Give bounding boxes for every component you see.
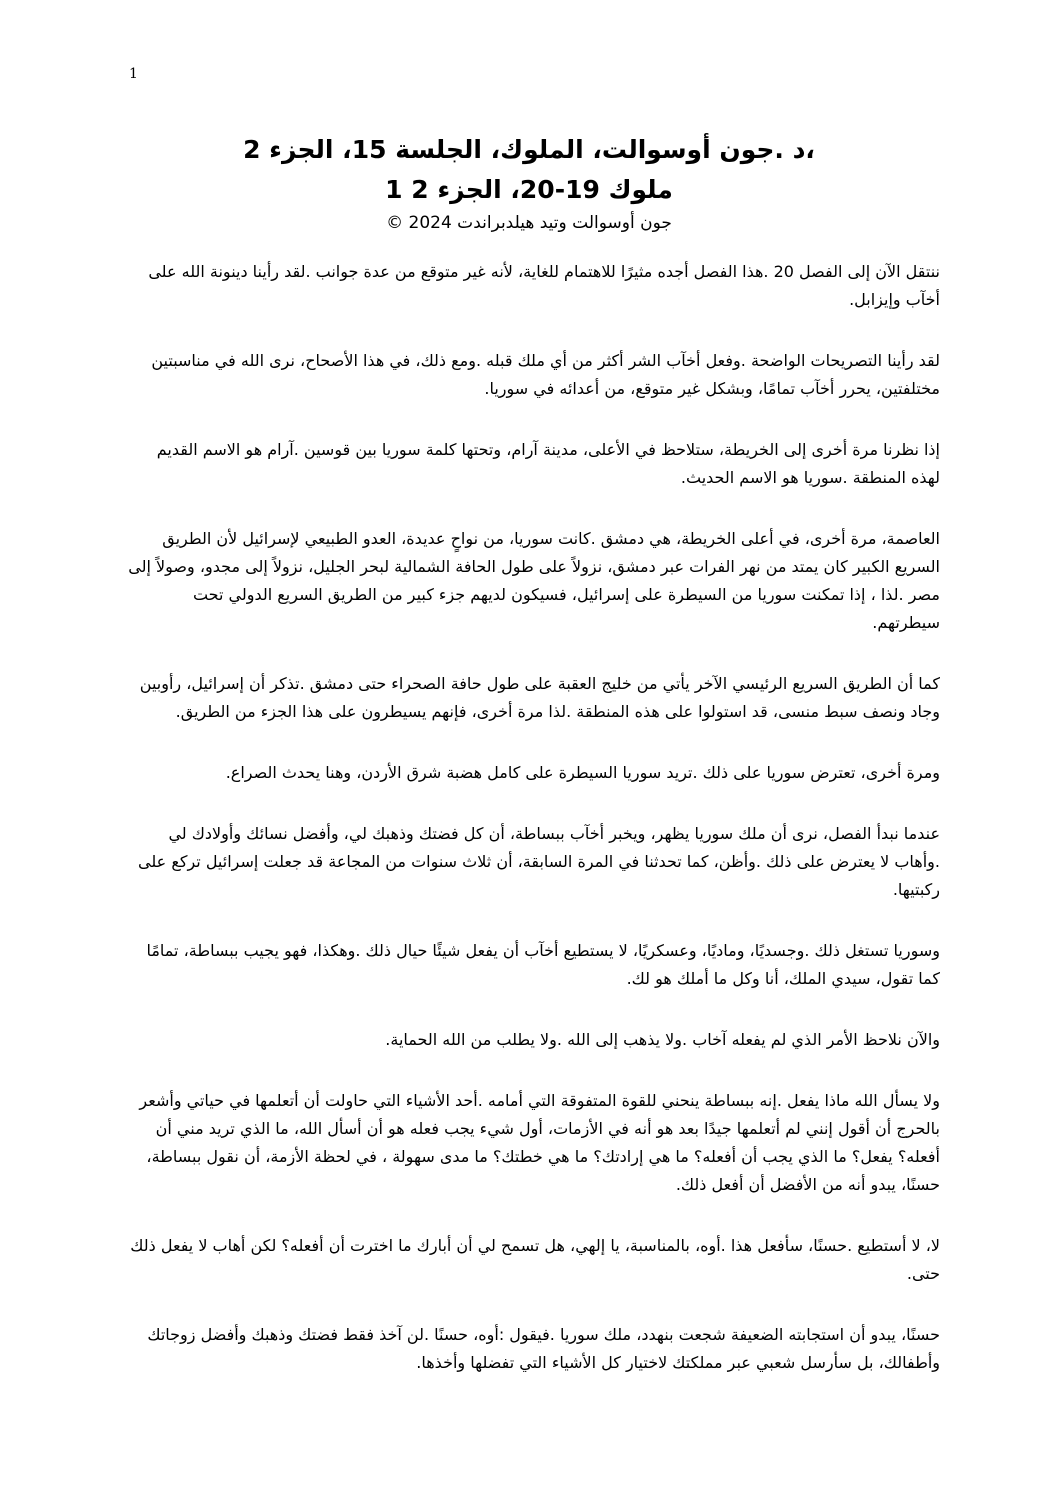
paragraph: حسنًا، يبدو أن استجابته الضعيفة شجعت بنهدد، ملك سوريا .فيقول :أوه، حسنًا .لن آخذ فقط فضتك وذهبك وأفضل زوجاتك وأطفالك، بل سأرسل شعبي عبر مملكتك لاختيار كل الأشياء التي تفضلها وأخذها. (147, 1325, 940, 1372)
paragraph: ننتقل الآن إلى الفصل 20 .هذا الفصل أجده مثيرًا للاهتمام للغاية، لأنه غير متوقع من عدة جوانب .لقد رأينا دينونة الله على أخآب وإيزابل. (148, 262, 940, 309)
paragraph: وسوريا تستغل ذلك .وجسديًا، وماديًا، وعسكريًا، لا يستطيع أخآب أن يفعل شيئًا حيال ذلك .وهكذا، فهو يجيب ببساطة، تمامًا كما تقول، سيدي الملك، أنا وكل ما أملك هو لك. (146, 941, 940, 988)
page-number: 1 (129, 66, 138, 82)
paragraph: لقد رأينا التصريحات الواضحة .وفعل أخآب الشر أكثر من أي ملك قبله .ومع ذلك، في هذا الأصحاح، نرى الله في مناسبتين مختلفتين، يحرر أخآب تمامًا، وبشكل غير متوقع، من أعدائه في سوريا. (151, 351, 940, 398)
document-title-line2: ملوك 19-20، الجزء 2 1 (385, 175, 673, 204)
paragraph: العاصمة، مرة أخرى، في أعلى الخريطة، هي دمشق .كانت سوريا، من نواحٍ عديدة، العدو الطبيعي لإسرائيل لأن الطريق السريع الكبير كان يمتد من نهر الفرات عبر دمشق، نزولاً على طول الحافة الشمالية لبحر الجليل، نزولاً إلى مجدو، وصولاً إلى مصر .لذا ، إذا تمكنت سوريا من السيطرة على إسرائيل، فسيكون لديهم جزء كبير من الطريق السريع الدولي تحت سيطرتهم. (128, 529, 940, 632)
paragraph: لا، لا أستطيع .حسنًا، سأفعل هذا .أوه، بالمناسبة، يا إلهي، هل تسمح لي أن أبارك ما اخترت أن أفعله؟ لكن أهاب لا يفعل ذلك حتى. (130, 1236, 940, 1283)
copyright-line: جون أوسوالت وتيد هيلدبراندت 2024 © (386, 213, 672, 233)
document-title-line1: ،د .جون أوسوالت، الملوك، الجلسة 15، الجزء 2 (243, 135, 815, 164)
paragraph: ولا يسأل الله ماذا يفعل .إنه ببساطة ينحني للقوة المتفوقة التي أمامه .أحد الأشياء التي حاولت أن أتعلمها في حياتي وأشعر بالحرج أن أقول إنني لم أتعلمها جيدًا بعد هو أنه في الأزمات، أول شيء يجب فعله هو أن أسأل الله، ما الذي تريد مني أن أفعله؟ يفعل؟ ما الذي يجب أن أفعله؟ ما هي إرادتك؟ ما هي خطتك؟ ما مدى سهولة ، في لحظة الأزمة، أن نقول ببساطة، حسنًا، يبدو أنه من الأفضل أن أفعل ذلك. (139, 1091, 940, 1194)
document-body (128, 258, 940, 1410)
paragraph: عندما نبدأ الفصل، نرى أن ملك سوريا يظهر، ويخبر أخآب ببساطة، أن كل فضتك وذهبك لي، وأفضل نسائك وأولادك لي .وأهاب لا يعترض على ذلك .وأظن، كما تحدثنا في المرة السابقة، أن ثلاث سنوات من المجاعة قد جعلت إسرائيل تركع على ركبتيها. (138, 824, 940, 899)
document-header (120, 130, 938, 236)
paragraph: والآن نلاحظ الأمر الذي لم يفعله آخاب .ولا يذهب إلى الله .ولا يطلب من الله الحماية. (385, 1030, 940, 1049)
paragraph: إذا نظرنا مرة أخرى إلى الخريطة، ستلاحظ في الأعلى، مدينة آرام، وتحتها كلمة سوريا بين قوسين .آرام هو الاسم القديم لهذه المنطقة .سوريا هو الاسم الحديث. (156, 440, 940, 487)
paragraph: كما أن الطريق السريع الرئيسي الآخر يأتي من خليج العقبة على طول حافة الصحراء حتى دمشق .تذكر أن إسرائيل، رأوبين وجاد ونصف سبط منسى، قد استولوا على هذه المنطقة .لذا مرة أخرى، فإنهم يسيطرون على هذا الجزء من الطريق. (139, 674, 940, 721)
paragraph: ومرة أخرى، تعترض سوريا على ذلك .تريد سوريا السيطرة على كامل هضبة شرق الأردن، وهنا يحدث الصراع. (225, 763, 940, 782)
